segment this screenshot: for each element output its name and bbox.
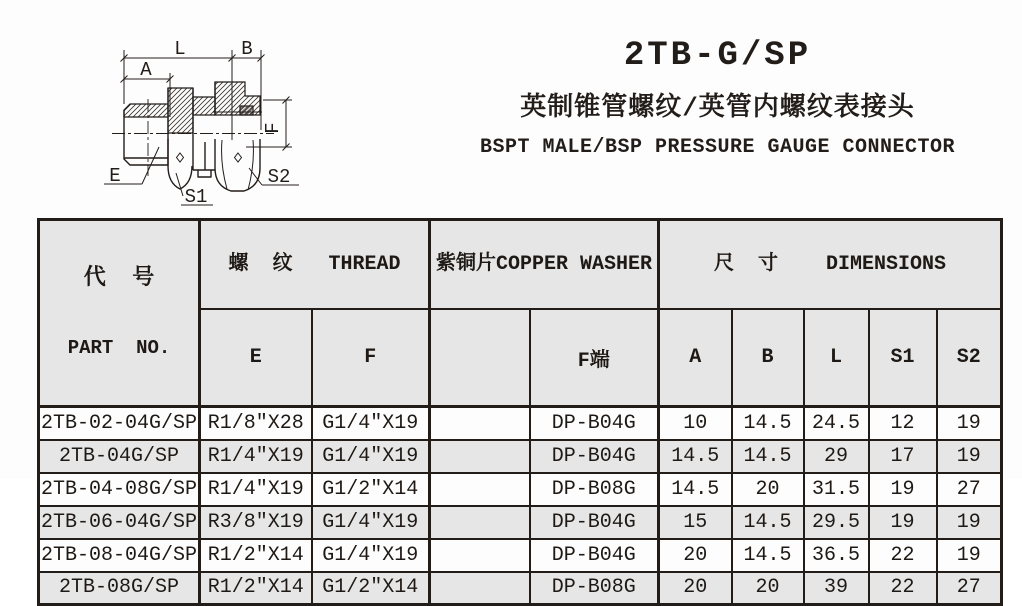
col-header-part-no: [39, 220, 200, 407]
washer-blank-cell: [430, 407, 530, 440]
dim-l-cell: 24.5: [804, 407, 869, 440]
dim-b-cell: 20: [732, 572, 804, 605]
dim-a-cell: 15: [659, 506, 732, 539]
copper-washer-section: [240, 106, 253, 115]
table-row: [39, 506, 1002, 539]
part-no-cell: 2TB-08-04G/SP: [39, 539, 200, 572]
part-no-cell: 2TB-04-08G/SP: [39, 473, 200, 506]
washer-blank-cell: [430, 506, 530, 539]
dim-l-cell: 29.5: [804, 506, 869, 539]
part-no-cell: 2TB-08G/SP: [39, 572, 200, 605]
dim-a-cell: 10: [659, 407, 732, 440]
thread-f-cell: G1/4″X19: [312, 440, 430, 473]
thread-f-cell: G1/4″X19: [312, 407, 430, 440]
subtitle-english: BSPT MALE/BSP PRESSURE GAUGE CONNECTOR: [479, 136, 956, 159]
col-header-thread: 螺 纹 THREAD: [200, 220, 430, 310]
thread-e-cell: R1/4″X19: [200, 440, 312, 473]
dim-b-cell: 14.5: [732, 539, 804, 572]
washer-f-cell: DP-B04G: [530, 539, 659, 572]
dim-s2-cell: 27: [937, 572, 1002, 605]
table-row: [39, 440, 1002, 473]
thread-f-cell: G1/2″X14: [312, 572, 430, 605]
part-no-cn: 代 号: [83, 266, 155, 291]
sub-header-S2: S2: [937, 309, 1002, 406]
thread-f-cell: G1/4″X19: [312, 539, 430, 572]
dim-l-cell: 29: [804, 440, 869, 473]
page-title: 2TB-G/SP: [623, 37, 812, 75]
part-no-cell: 2TB-02-04G/SP: [39, 407, 200, 440]
dim-label-A: A: [140, 59, 152, 81]
dim-s1-cell: 17: [869, 440, 937, 473]
dim-s2-cell: 27: [937, 473, 1002, 506]
washer-blank-cell: [430, 473, 530, 506]
sub-header-A: A: [659, 309, 732, 406]
washer-blank-cell: [430, 440, 530, 473]
dim-s2-cell: 19: [937, 506, 1002, 539]
table-row: [39, 572, 1002, 605]
dim-s1-cell: 12: [869, 407, 937, 440]
washer-blank-cell: [430, 539, 530, 572]
dim-s2-cell: 19: [937, 539, 1002, 572]
part-no-cell: 2TB-04G/SP: [39, 440, 200, 473]
thread-e-cell: R1/8″X28: [200, 407, 312, 440]
sub-header-washer-blank: [430, 309, 530, 406]
dim-l-cell: 36.5: [804, 539, 869, 572]
dim-s2-cell: 19: [937, 440, 1002, 473]
part-no-en: PART NO.: [67, 337, 171, 359]
dim-label-E: E: [109, 165, 121, 187]
dim-a-cell: 14.5: [659, 440, 732, 473]
washer-f-cell: DP-B08G: [530, 572, 659, 605]
dim-a-cell: 20: [659, 539, 732, 572]
section-hatching: [124, 82, 260, 133]
subtitle-chinese: 英制锥管螺纹/英管内螺纹表接头: [520, 93, 915, 123]
dim-l-cell: 39: [804, 572, 869, 605]
thread-e-cell: R1/2″X14: [200, 539, 312, 572]
dim-label-S1: S1: [184, 186, 208, 208]
dim-label-B: B: [241, 38, 253, 60]
spec-table: [37, 218, 1003, 606]
dim-s1-cell: 19: [869, 473, 937, 506]
washer-f-cell: DP-B08G: [530, 473, 659, 506]
part-no-cell: 2TB-06-04G/SP: [39, 506, 200, 539]
washer-f-cell: DP-B04G: [530, 407, 659, 440]
washer-blank-cell: [430, 572, 530, 605]
hex-facet-markers: [177, 153, 242, 162]
dim-s1-cell: 22: [869, 572, 937, 605]
sub-header-B: B: [732, 309, 804, 406]
washer-f-cell: DP-B04G: [530, 440, 659, 473]
dim-b-cell: 14.5: [732, 407, 804, 440]
dim-b-cell: 14.5: [732, 506, 804, 539]
sub-header-F-end: F端: [530, 309, 659, 406]
dim-label-L: L: [174, 38, 186, 60]
thread-f-cell: G1/2″X14: [312, 473, 430, 506]
sub-header-E: E: [200, 309, 312, 406]
col-header-dimensions: 尺 寸 DIMENSIONS: [659, 220, 1002, 310]
table-row: [39, 539, 1002, 572]
dim-l-cell: 31.5: [804, 473, 869, 506]
technical-drawing: [95, 30, 310, 215]
washer-f-cell: DP-B04G: [530, 506, 659, 539]
dim-b-cell: 20: [732, 473, 804, 506]
dimension-labels: [109, 38, 290, 208]
dim-a-cell: 14.5: [659, 473, 732, 506]
sub-header-S1: S1: [869, 309, 937, 406]
thread-f-cell: G1/4″X19: [312, 506, 430, 539]
sub-header-F: F: [312, 309, 430, 406]
title-block: [430, 36, 1005, 160]
dim-label-S2: S2: [267, 166, 291, 188]
table-row: [39, 473, 1002, 506]
sub-header-L: L: [804, 309, 869, 406]
thread-e-cell: R3/8″X19: [200, 506, 312, 539]
dim-s1-cell: 19: [869, 506, 937, 539]
dim-s1-cell: 22: [869, 539, 937, 572]
thread-e-cell: R1/4″X19: [200, 473, 312, 506]
dim-a-cell: 20: [659, 572, 732, 605]
col-header-washer: 紫铜片COPPER WASHER: [430, 220, 659, 310]
dim-label-F: F: [262, 122, 284, 134]
table-row: [39, 407, 1002, 440]
thread-e-cell: R1/2″X14: [200, 572, 312, 605]
dim-s2-cell: 19: [937, 407, 1002, 440]
dim-b-cell: 14.5: [732, 440, 804, 473]
